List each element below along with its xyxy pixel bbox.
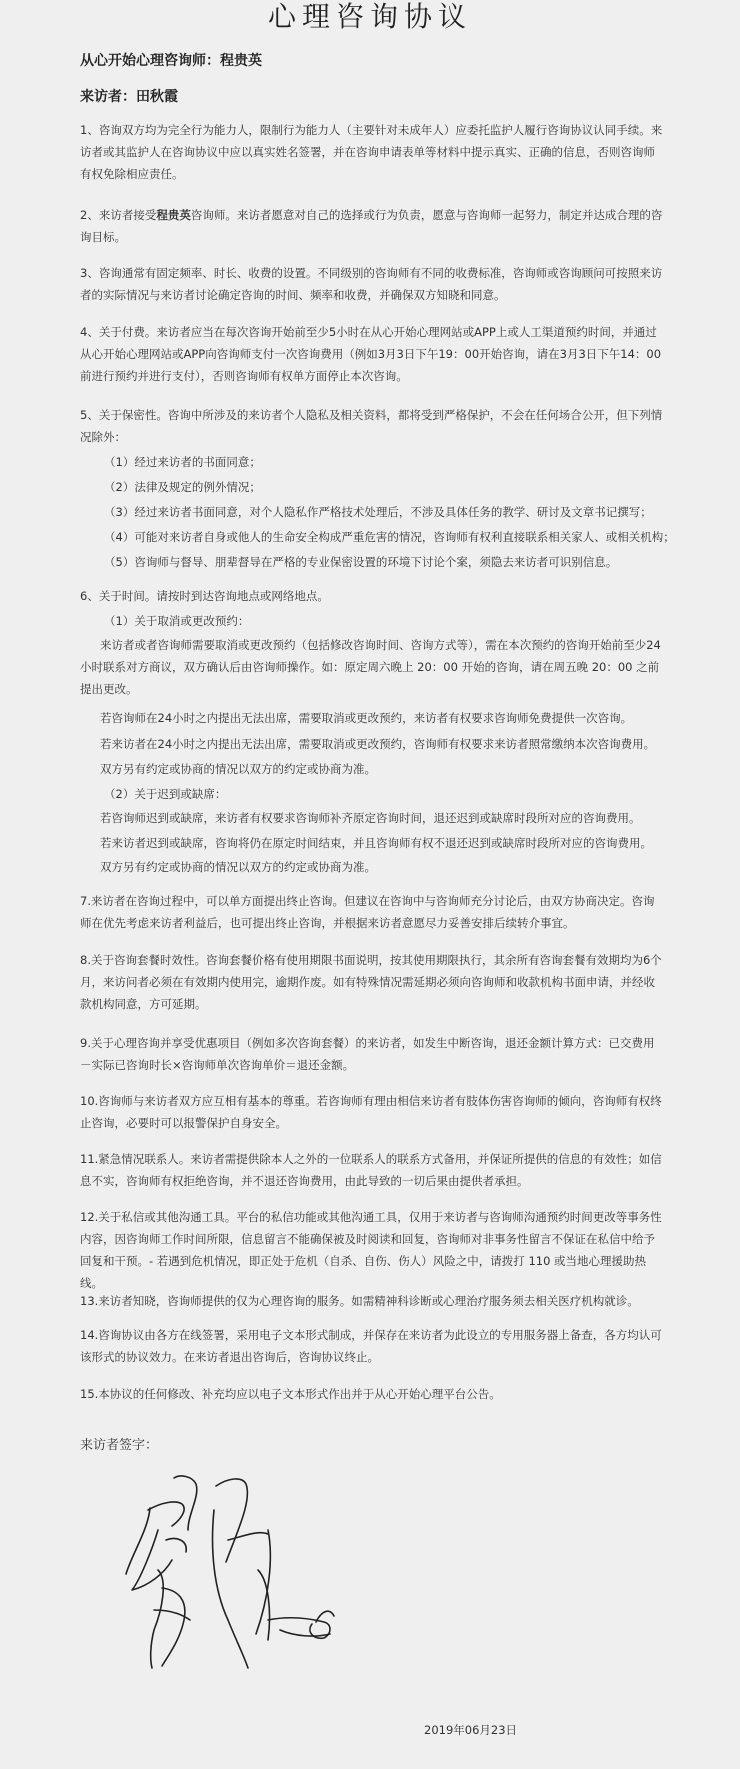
clause-6-line: 双方另有约定或协商的情况以双方的约定或协商为准。 [100, 860, 376, 874]
clause-11: 11.紧急情况联系人。来访者需提供除本人之外的一位联系人的联系方式备用，并保证所提供的信息的有效性；如信息不实，咨询师有权拒绝咨询，并不退还咨询费用，由此导致的一切后果由提供者承担。 [80, 1152, 662, 1188]
clause-2 [80, 204, 665, 248]
counselor-name: 程贵英 [156, 208, 191, 222]
document-title: 心理咨询协议 [267, 0, 472, 33]
clause-5: 5、关于保密性。咨询中所涉及的来访者个人隐私及相关资料，都将受到严格保护，不会在任何场合公开，但下列情况除外： [80, 408, 663, 444]
clause-5-item: （3）经过来访者书面同意，对个人隐私作严格技术处理后，不涉及具体任务的教学、研讨及文章书记撰写； [104, 505, 652, 519]
clause-2-start: 2、来访者接受 [80, 208, 157, 222]
date: 2019年06月23日 [424, 1723, 518, 1737]
clause-14: 14.咨询协议由各方在线签署，采用电子文本形式制成，并保存在来访者为此设立的专用服务器上备查，各方均认可该形式的协议效力。在来访者退出咨询后，咨询协议终止。 [80, 1328, 662, 1364]
client-line: 来访者：田秋霞 [80, 89, 178, 105]
clause-6-line: 若来访者迟到或缺席，咨询将仍在原定时间结束，并且咨询师有权不退还迟到或缺席时段所对应的咨询费用。 [100, 836, 652, 850]
counselor-line: 从心开始心理咨询师：程贵英 [80, 53, 262, 69]
clause-5-item: （5）咨询师与督导、朋辈督导在严格的专业保密设置的环境下讨论个案，须隐去来访者可识别信息。 [104, 555, 618, 569]
clause-6-line: 双方另有约定或协商的情况以双方的约定或协商为准。 [100, 762, 376, 776]
clause-3: 3、咨询通常有固定频率、时长、收费的设置。不同级别的咨询师有不同的收费标准，咨询师或咨询顾问可按照来访者的实际情况与来访者讨论确定咨询的时间、频率和收费，并确保双方知晓和同意。 [80, 266, 663, 302]
clause-13: 13.来访者知晓，咨询师提供的仅为心理咨询的服务。如需精神科诊断或心理治疗服务须去相关医疗机构就诊。 [80, 1294, 639, 1308]
clause-5-item: （4）可能对来访者自身或他人的生命安全构成严重危害的情况，咨询师有权利直接联系相关家人、或相关机构； [104, 530, 675, 544]
clause-4: 4、关于付费。来访者应当在每次咨询开始前至少5小时在从心开始心理网站或APP上或人工渠道预约时间，并通过从心开始心理网站或APP向咨询师支付一次咨询费用（例如3月3日下午19：00开始咨询，请在3月3日下午14：00前进行预约并进行支付），否则咨询师有权单方面停止本次咨询。 [80, 325, 662, 383]
clause-6: 6、关于时间。请按时到达咨询地点或网络地点。 [80, 589, 329, 603]
clause-6-line: 若来访者在24小时之内提出无法出席，需要取消或更改预约，咨询师有权要求来访者照常缴纳本次咨询费用。 [100, 737, 656, 751]
clause-2-end: 咨询师。来访者愿意对自己的选择或行为负责，愿意与咨询师一起努力，制定并达成合理的咨询目标。 [80, 208, 663, 244]
clause-5-item: （1）经过来访者的书面同意； [104, 455, 261, 469]
clause-10: 10.咨询师与来访者双方应互相有基本的尊重。若咨询师有理由相信来访者有肢体伤害咨询师的倾向，咨询师有权终止咨询，必要时可以报警保护自身安全。 [80, 1094, 662, 1130]
handwritten-signature [118, 1470, 348, 1670]
signature-label: 来访者签字： [80, 1438, 159, 1453]
clause-15: 15.本协议的任何修改、补充均应以电子文本形式作出并于从心开始心理平台公告。 [80, 1387, 501, 1401]
clause-5-item: （2）法律及规定的例外情况； [104, 480, 261, 494]
clause-6-sub-heading: （2）关于迟到或缺席： [104, 787, 227, 801]
clause-9: 9.关于心理咨询并享受优惠项目（例如多次咨询套餐）的来访者，如发生中断咨询，退还金额计算方式：已交费用－实际已咨询时长×咨询师单次咨询单价＝退还金额。 [80, 1036, 655, 1072]
clause-6-line: 若咨询师迟到或缺席，来访者有权要求咨询师补齐原定咨询时间，退还迟到或缺席时段所对应的咨询费用。 [100, 811, 641, 825]
clause-6-line: 若咨询师在24小时之内提出无法出席，需要取消或更改预约，来访者有权要求咨询师免费提供一次咨询。 [100, 711, 633, 725]
clause-8: 8.关于咨询套餐时效性。咨询套餐价格有使用期限书面说明，按其使用期限执行，其余所有咨询套餐有效期均为6个月，来访问者必须在有效期内使用完，逾期作废。如有特殊情况需延期必须向咨询师和收款机构书面申请，并经收款机构同意，方可延期。 [80, 953, 662, 1011]
clause-7: 7.来访者在咨询过程中，可以单方面提出终止咨询。但建议在咨询中与咨询师充分讨论后，由双方协商决定。咨询师在优先考虑来访者利益后，也可提出终止咨询，并根据来访者意愿尽力妥善安排后续转介事宜。 [80, 894, 655, 930]
clause-1: 1、咨询双方均为完全行为能力人，限制行为能力人（主要针对未成年人）应委托监护人履行咨询协议认同手续。来访者或其监护人在咨询协议中应以真实姓名签署，并在咨询申请表单等材料中提示真实、正确的信息，否则咨询师有权免除相应责任。 [80, 123, 663, 181]
clause-6-cancel-text: 来访者或者咨询师需要取消或更改预约（包括修改咨询时间、咨询方式等），需在本次预约的咨询开始前至少24小时联系对方商议，双方确认后由咨询师操作。如：原定周六晚上 20：00 开始的咨询，请在周五晚 20：00 之前提出更改。 [80, 638, 661, 696]
clause-12: 12.关于私信或其他沟通工具。平台的私信功能或其他沟通工具，仅用于来访者与咨询师沟通预约时间更改等事务性内容，因咨询师工作时间所限，信息留言不能确保被及时阅读和回复，咨询师对非事务性留言不保证在私信中给予回复和干预。- 若遇到危机情况，即正处于危机（自杀、自伤、伤人）风险之中，请拨打 110 或当地心理援助热线。 [80, 1210, 662, 1290]
clause-6-sub-heading: （1）关于取消或更改预约： [104, 614, 250, 628]
